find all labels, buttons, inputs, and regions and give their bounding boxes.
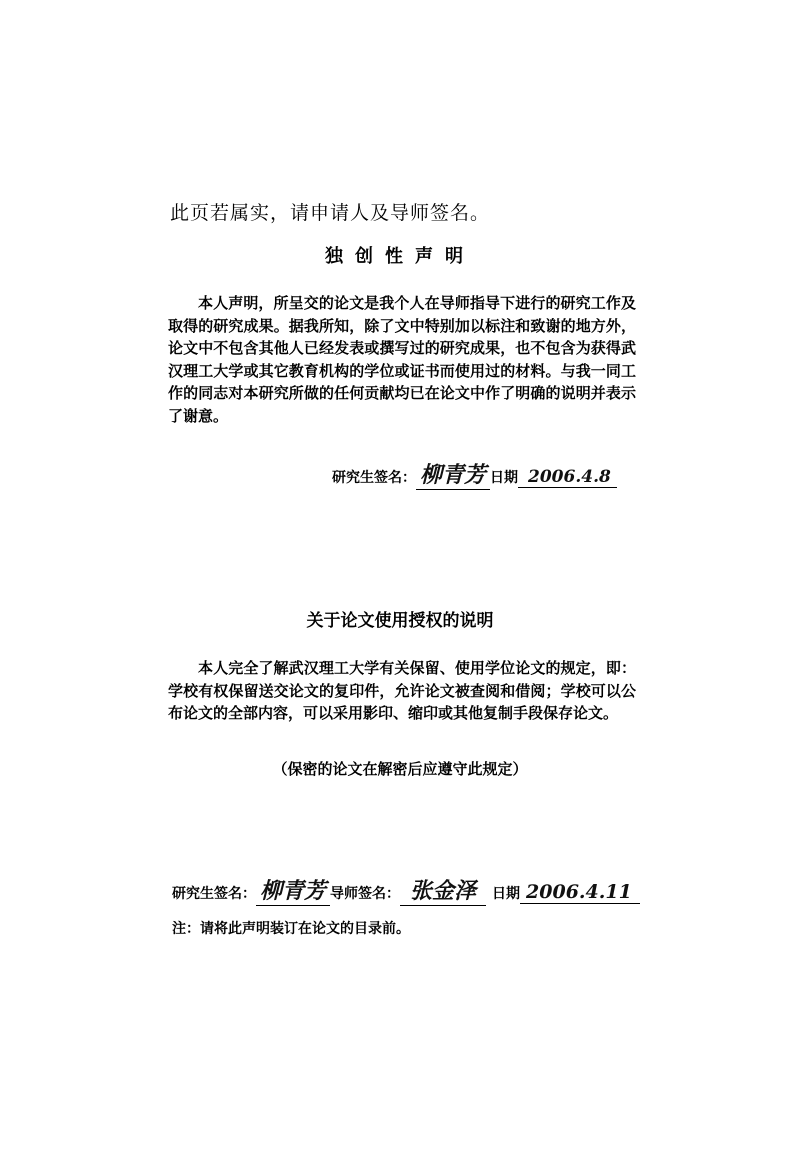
date-label: 日期 xyxy=(492,886,521,902)
footnote: 注：请将此声明装订在论文的目录前。 xyxy=(172,921,410,937)
originality-paragraph: 本人声明，所呈交的论文是我个人在导师指导下进行的研究工作及取得的研究成果。据我所知，除了文中特别加以标注和致谢的地方外，论文中不包含其他人已经发表或撰写过的研究成果，也不包含为获得武汉理工大学或其它教育机构的学位或证书而使用过的材料。与我一同工作的同志对本研究所做的任何贡献均已在论文中作了明确的说明并表示了谢意。 xyxy=(168,294,636,425)
originality-signature-line xyxy=(332,458,617,490)
student-sign-label: 研究生签名： xyxy=(332,470,416,486)
date-value: 2006.4.11 xyxy=(520,881,640,904)
student-signature: 柳青芳 xyxy=(416,458,490,490)
date-label: 日期 xyxy=(490,470,519,486)
authorization-paragraph: 本人完全了解武汉理工大学有关保留、使用学位论文的规定，即：学校有权保留送交论文的复印件，允许论文被查阅和借阅；学校可以公布论文的全部内容，可以采用影印、缩印或其他复制手段保存论文。 xyxy=(168,659,636,722)
student-signature: 柳青芳 xyxy=(256,874,330,906)
originality-title: 独创性声明 xyxy=(325,246,475,267)
date-value: 2006.4.8 xyxy=(518,467,617,488)
authorization-signature-line xyxy=(172,874,640,906)
confidential-note: （保密的论文在解密后应遵守此规定） xyxy=(272,760,528,778)
advisor-signature: 张金泽 xyxy=(400,874,486,906)
intro-line: 此页若属实，请申请人及导师签名。 xyxy=(170,202,491,224)
authorization-title: 关于论文使用授权的说明 xyxy=(306,611,494,631)
advisor-sign-label: 导师签名： xyxy=(330,886,401,902)
student-sign-label: 研究生签名： xyxy=(172,886,256,902)
